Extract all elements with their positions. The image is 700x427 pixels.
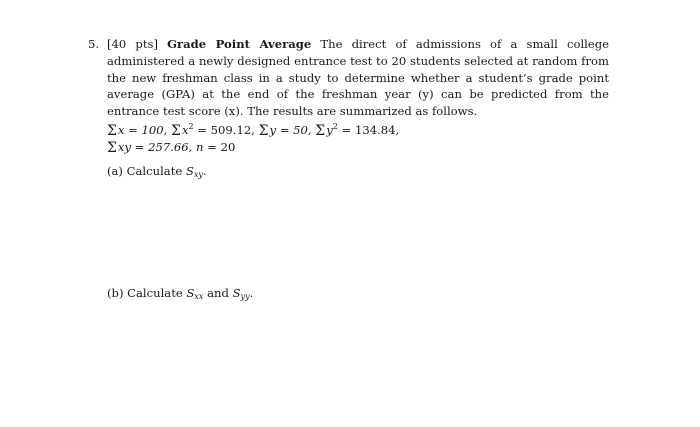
s-subscript: yy	[240, 292, 250, 301]
sum-x: x = 100,	[117, 123, 168, 137]
problem-statement	[89, 36, 609, 120]
part-a-label: (a) Calculate	[107, 164, 183, 178]
stats-line-1	[107, 123, 399, 140]
s-symbol: S	[185, 164, 194, 178]
sigma-symbol: Σ	[171, 123, 181, 139]
s-symbol: S	[186, 286, 195, 300]
sum-x2-base: x	[181, 123, 189, 137]
sum-y2-value: = 134.84,	[337, 123, 400, 137]
sum-x2-value: = 509.12,	[193, 123, 255, 137]
s-subscript: xy	[193, 170, 203, 179]
part-a: (a) Calculate $S_{xy}$.	[107, 164, 207, 179]
s-subscript: xx	[194, 292, 204, 301]
problem-points: [40 pts]	[107, 37, 158, 51]
sum-x2-exp: 2	[188, 122, 194, 131]
stats-line-2	[107, 140, 399, 157]
problem-text: The direct of admissions of a small college administered a newly designed entrance test to 20 students selected at random from the new freshman class in a study to determine whether a student’s grade point average (GPA) at the end of the freshman year (y) can be predicted from the entrance test score (x). The results are summarized as follows.	[107, 37, 610, 119]
sum-xy: xy = 257.66,	[117, 139, 193, 154]
part-b-label: (b) Calculate	[107, 286, 183, 300]
problem-body	[107, 36, 609, 120]
sigma-symbol: Σ	[107, 123, 117, 139]
sum-y2-base: y	[326, 123, 333, 137]
problem-title: Grade Point Average	[167, 37, 312, 51]
problem-number: 5.	[88, 37, 100, 51]
n-label: n	[196, 139, 204, 154]
sigma-symbol: Σ	[107, 139, 117, 156]
part-b: (b) Calculate $S_{xx}$ and $S_{yy}$.	[107, 286, 254, 301]
sum-y2-exp: 2	[332, 122, 338, 131]
n-value: = 20	[203, 139, 236, 154]
sigma-symbol: Σ	[315, 123, 326, 139]
sum-y: y = 50,	[269, 123, 312, 137]
sigma-symbol: Σ	[258, 123, 269, 139]
s-symbol: S	[232, 286, 241, 300]
summary-statistics	[107, 123, 399, 156]
